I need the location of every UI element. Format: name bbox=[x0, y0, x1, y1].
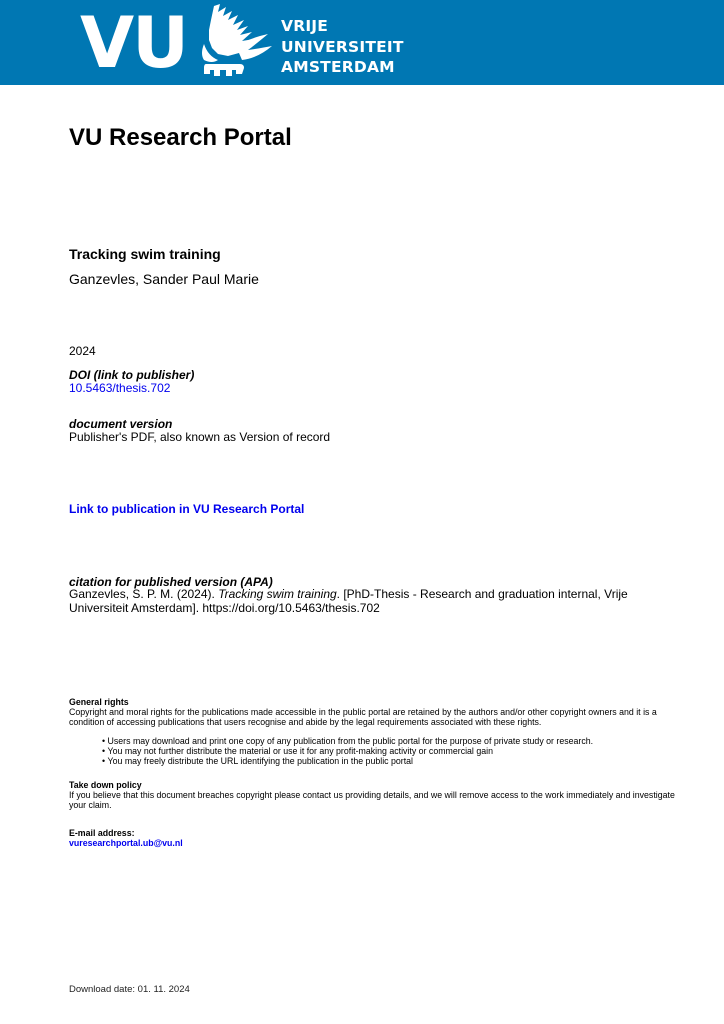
vu-header-banner bbox=[0, 0, 724, 85]
publication-title: Tracking swim training bbox=[69, 246, 221, 262]
email-label: E-mail address: bbox=[69, 828, 135, 838]
document-version-label: document version bbox=[69, 417, 173, 431]
rights-bullet-distribute: • You may not further distribute the material or use it for any profit-making activity or commercial gain bbox=[102, 746, 593, 756]
publication-author: Ganzevles, Sander Paul Marie bbox=[69, 271, 259, 287]
page-title: VU Research Portal bbox=[69, 124, 292, 151]
citation-prefix: Ganzevles, S. P. M. (2024). bbox=[69, 587, 219, 601]
griffin-icon bbox=[192, 4, 272, 80]
rights-bullet-download: • Users may download and print one copy of any publication from the public portal for the purpose of private study or research. bbox=[102, 736, 593, 746]
doi-link[interactable]: 10.5463/thesis.702 bbox=[69, 381, 171, 395]
email-link[interactable]: vuresearchportal.ub@vu.nl bbox=[69, 838, 183, 848]
publication-year: 2024 bbox=[69, 344, 96, 358]
vu-logo-text bbox=[281, 16, 404, 78]
download-date: Download date: 01. 11. 2024 bbox=[69, 984, 190, 995]
general-rights-text: Copyright and moral rights for the publications made accessible in the public portal are retained by the authors and/or other copyright owners and it is a condition of accessing publications that users recognise and abide by the legal requirements associated with these rights. bbox=[69, 707, 657, 727]
logo-line-universiteit: UNIVERSITEIT bbox=[281, 37, 404, 56]
logo-line-vrije: VRIJE bbox=[281, 17, 329, 35]
document-version-value: Publisher's PDF, also known as Version of record bbox=[69, 430, 331, 444]
citation-title: Tracking swim training bbox=[218, 587, 337, 601]
citation-label: citation for published version (APA) bbox=[69, 575, 273, 589]
logo-line-amsterdam: AMSTERDAM bbox=[281, 58, 395, 76]
citation-suffix: . [PhD-Thesis - Research and graduation internal, Vrije Universiteit Amsterdam]. https://doi.org/10.5463/thesis.702 bbox=[69, 587, 628, 615]
portal-publication-link[interactable]: Link to publication in VU Research Portal bbox=[69, 502, 305, 516]
general-rights-label: General rights bbox=[69, 697, 129, 707]
citation-text bbox=[69, 588, 649, 615]
vu-logo-mark: VU bbox=[80, 2, 188, 84]
rights-bullet-url: • You may freely distribute the URL identifying the publication in the public portal bbox=[102, 756, 593, 766]
general-rights-list bbox=[102, 736, 593, 766]
take-down-text: If you believe that this document breaches copyright please contact us providing details, and we will remove access to the work immediately and investigate your claim. bbox=[69, 790, 675, 810]
doi-label: DOI (link to publisher) bbox=[69, 368, 195, 382]
take-down-label: Take down policy bbox=[69, 780, 142, 790]
